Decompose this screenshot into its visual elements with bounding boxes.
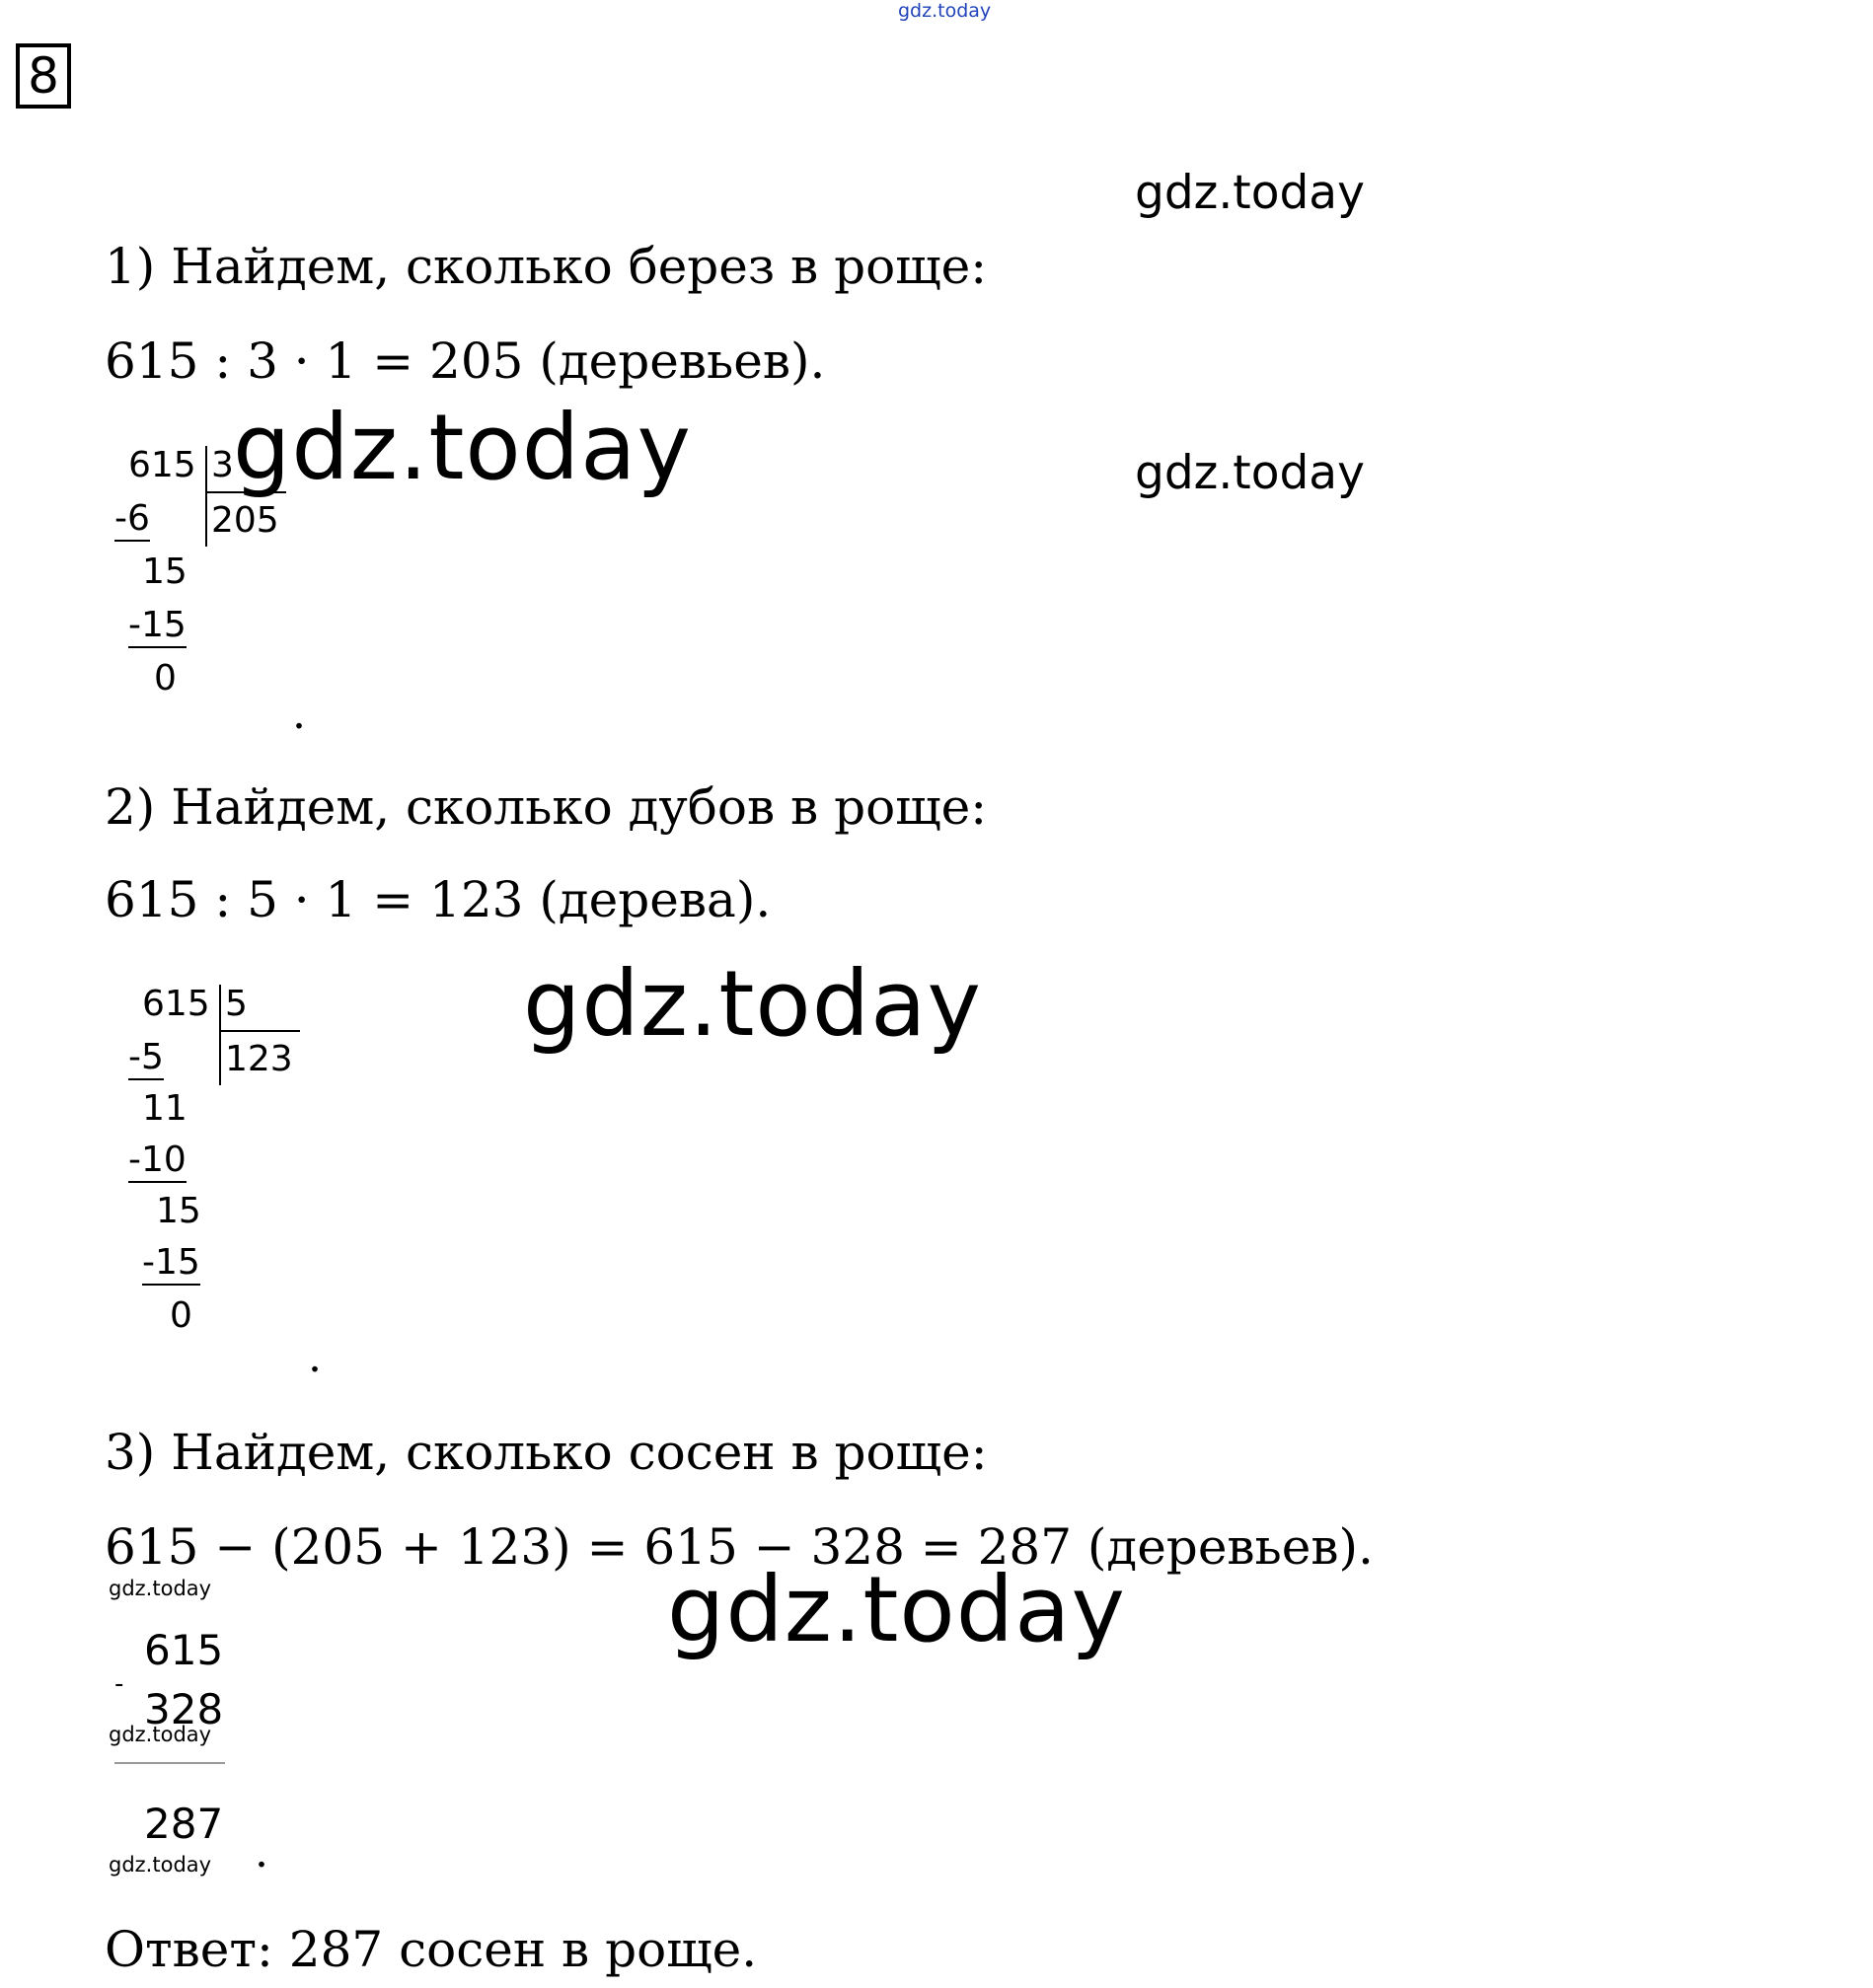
watermark-big-2: gdz.today (523, 951, 982, 1057)
watermark-small-3: gdz.today (109, 1853, 212, 1877)
watermark-small-2: gdz.today (109, 1723, 212, 1746)
step2-quotient-line (219, 1030, 300, 1032)
watermark-right-2: gdz.today (1135, 446, 1365, 500)
watermark-big-3: gdz.today (667, 1557, 1126, 1662)
step3-minus-sign: - (114, 1669, 124, 1699)
step2-heading: 2) Найдем, сколько дубов в роще: (105, 778, 988, 836)
step3-heading: 3) Найдем, сколько сосен в роще: (105, 1424, 988, 1481)
step1-divisor: 3 (211, 445, 234, 485)
step2-division-bar (219, 985, 221, 1085)
watermark-small-1: gdz.today (109, 1577, 212, 1600)
step2-dot: . (308, 1332, 322, 1382)
answer: Ответ: 287 сосен в роще. (105, 1921, 758, 1978)
step3-minuend: 615 (144, 1626, 224, 1674)
step2-row-6: 0 (170, 1295, 192, 1336)
step1-row-3: -15 (128, 606, 187, 648)
step2-divisor: 5 (225, 984, 248, 1024)
step1-quotient: 205 (211, 500, 279, 541)
step2-dividend: 615 (142, 984, 210, 1024)
step1-dot: . (292, 689, 306, 739)
task-number: 8 (16, 43, 71, 109)
watermark-top: gdz.today (898, 0, 992, 22)
step2-row-1: -5 (128, 1038, 164, 1080)
step1-dividend: 615 (128, 445, 196, 485)
watermark-right-1: gdz.today (1135, 166, 1365, 220)
step1-division-bar (205, 446, 207, 547)
step1-formula: 615 : 3 · 1 = 205 (деревьев). (105, 332, 826, 390)
step1-heading: 1) Найдем, сколько берез в роще: (105, 238, 988, 295)
step3-result: 287 (144, 1800, 224, 1848)
step1-row-2: 15 (142, 552, 187, 592)
step3-formula: 615 − (205 + 123) = 615 − 328 = 287 (деревьев). (105, 1518, 1374, 1576)
step3-result-line (114, 1762, 225, 1764)
step2-row-3: -10 (128, 1141, 187, 1183)
step1-row-4: 0 (154, 658, 177, 699)
step3-dot: . (255, 1827, 268, 1878)
step2-row-5: -15 (142, 1243, 200, 1286)
watermark-big-1: gdz.today (233, 395, 692, 500)
step2-formula: 615 : 5 · 1 = 123 (дерева). (105, 871, 772, 928)
step2-quotient: 123 (225, 1039, 293, 1079)
step2-row-4: 15 (156, 1191, 201, 1231)
step3-subtrahend: 328 (144, 1685, 224, 1733)
step1-row-1: -6 (114, 499, 150, 542)
step2-row-2: 11 (142, 1088, 187, 1129)
